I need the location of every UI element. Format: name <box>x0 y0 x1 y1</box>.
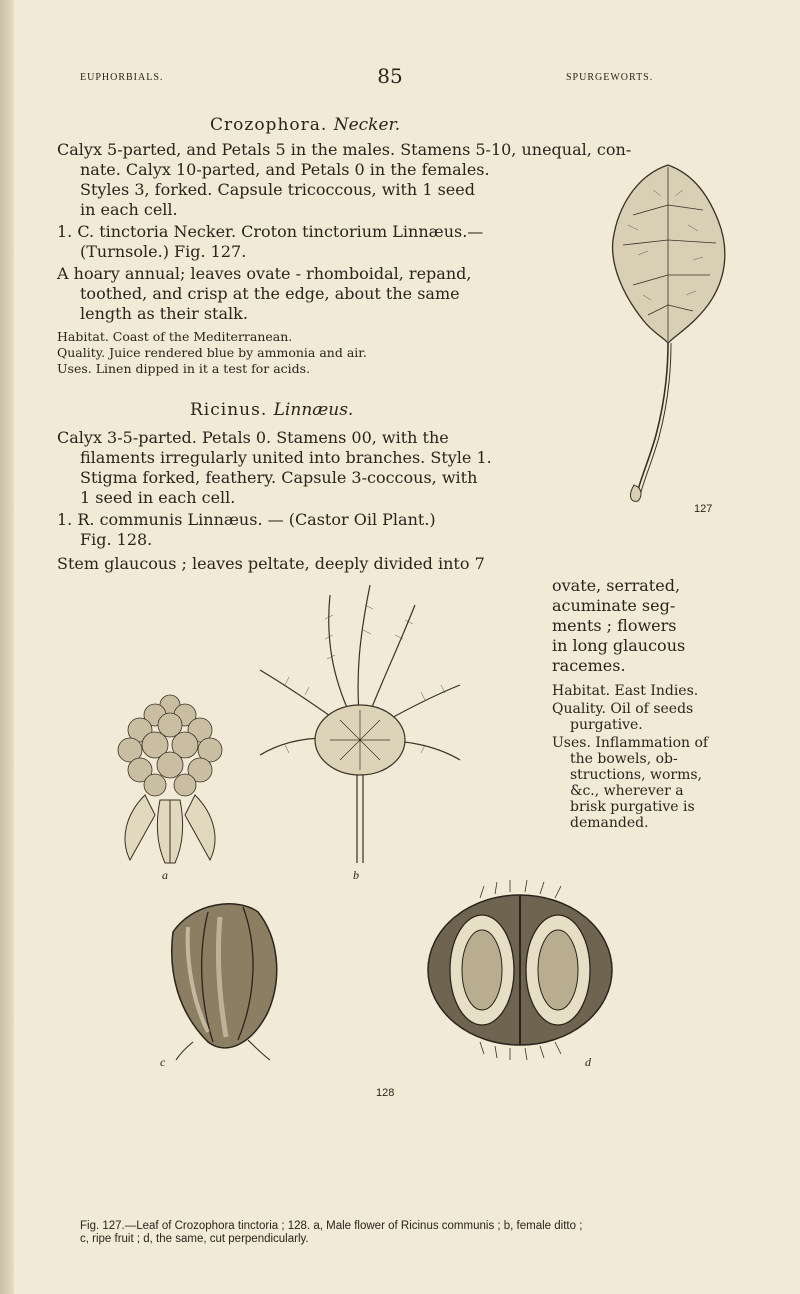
page-binding-edge <box>0 0 14 1294</box>
ricinus-species-2: Fig. 128. <box>80 530 153 549</box>
ricinus-species-1: 1. R. communis Linnæus. — (Castor Oil Plant.) <box>57 510 436 529</box>
ricinus-uses-4: brisk purgative is <box>570 799 695 815</box>
crozophora-species-1: 1. C. tinctoria Necker. Croton tinctorium Linnæus.— <box>57 222 484 241</box>
running-head-right: SPURGEWORTS. <box>566 72 654 83</box>
fig128c-ripe-fruit <box>148 892 298 1062</box>
ricinus-desc-2: ments ; flowers <box>552 616 677 635</box>
ricinus-uses-3: &c., wherever a <box>570 783 684 799</box>
ricinus-char-2: filaments irregularly united into branches. Style 1. <box>80 448 492 467</box>
ricinus-char-3: Stigma forked, feathery. Capsule 3-coccous, with <box>80 468 478 487</box>
ricinus-desc-3: in long glaucous <box>552 636 686 655</box>
fig128d-fruit-section <box>420 880 620 1060</box>
genus-title-ricinus: Ricinus. Linnæus. <box>190 400 354 420</box>
ricinus-uses-5: demanded. <box>570 815 649 831</box>
ricinus-quality-1: purgative. <box>570 717 643 733</box>
crozophora-desc-3: length as their stalk. <box>80 304 248 323</box>
ricinus-desc-4: racemes. <box>552 656 626 675</box>
crozophora-habitat: Habitat. Coast of the Mediterranean. <box>57 329 293 344</box>
crozophora-desc-2: toothed, and crisp at the edge, about the same <box>80 284 460 303</box>
caption-line-2: c, ripe fruit ; d, the same, cut perpendicularly. <box>80 1233 309 1245</box>
ricinus-stem: Stem glaucous ; leaves peltate, deeply divided into 7 <box>57 554 485 573</box>
ricinus-char-1: Calyx 3-5-parted. Petals 0. Stamens 00, with the <box>57 428 449 447</box>
ricinus-desc-1: acuminate seg- <box>552 596 676 615</box>
caption-line-1: Fig. 127.—Leaf of Crozophora tinctoria ; 128. a, Male flower of Ricinus communis ; b, female ditto ; <box>80 1220 583 1232</box>
page-number: 85 <box>377 64 403 88</box>
fig128a-male-flower <box>95 665 245 865</box>
ricinus-desc-0: ovate, serrated, <box>552 576 681 595</box>
running-head-left: EUPHORBIALS. <box>80 72 164 83</box>
genus-title-crozophora: Crozophora. Necker. <box>210 115 401 135</box>
crozophora-char-4: in each cell. <box>80 200 178 219</box>
fig128b-female-flower <box>245 575 475 865</box>
fig127-leaf-illustration <box>598 145 738 525</box>
fig128-number: 128 <box>376 1087 395 1099</box>
crozophora-quality: Quality. Juice rendered blue by ammonia and air. <box>57 345 367 360</box>
fig127-number: 127 <box>694 503 713 515</box>
ricinus-uses-1: the bowels, ob- <box>570 751 678 767</box>
fig128d-label: d <box>585 1055 591 1069</box>
crozophora-char-1: Calyx 5-parted, and Petals 5 in the males. Stamens 5-10, unequal, con- <box>57 140 632 159</box>
ricinus-uses-0: Uses. Inflammation of <box>552 735 709 751</box>
figure-caption <box>80 1220 780 1246</box>
crozophora-char-2: nate. Calyx 10-parted, and Petals 0 in the females. <box>80 160 490 179</box>
crozophora-uses: Uses. Linen dipped in it a test for acids. <box>57 361 311 376</box>
ricinus-habitat: Habitat. East Indies. <box>552 683 699 699</box>
ricinus-quality-0: Quality. Oil of seeds <box>552 701 694 717</box>
crozophora-desc-1: A hoary annual; leaves ovate - rhomboidal, repand, <box>57 264 472 283</box>
ricinus-uses-2: structions, worms, <box>570 767 703 783</box>
crozophora-char-3: Styles 3, forked. Capsule tricoccous, with 1 seed <box>80 180 475 199</box>
crozophora-species-2: (Turnsole.) Fig. 127. <box>80 242 247 261</box>
fig128a-label: a <box>162 868 168 882</box>
fig128b-label: b <box>353 868 359 882</box>
fig128c-label: c <box>160 1055 166 1069</box>
ricinus-char-4: 1 seed in each cell. <box>80 488 236 507</box>
